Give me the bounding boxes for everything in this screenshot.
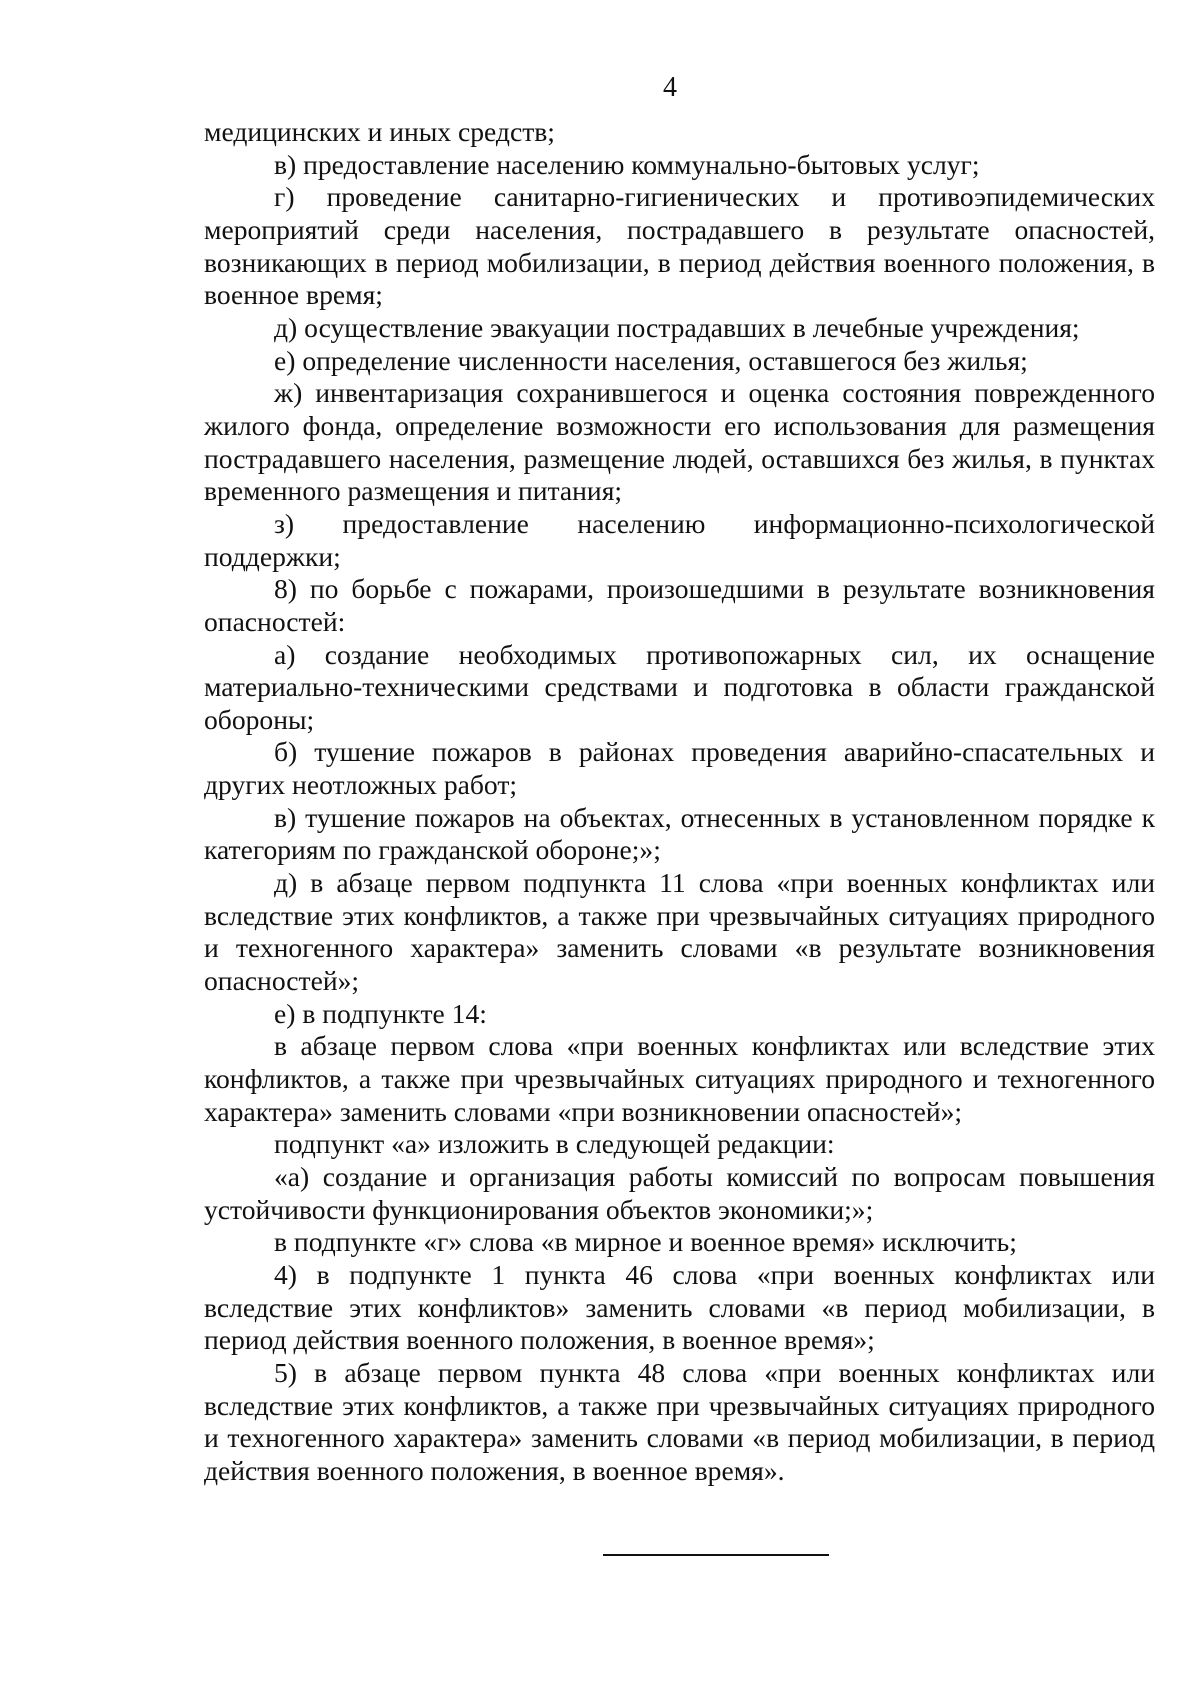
end-of-text-rule: [603, 1554, 829, 1556]
paragraph: б) тушение пожаров в районах проведения аварийно-спасательных и других неотложных работ;: [204, 736, 1155, 801]
paragraph: а) создание необходимых противопожарных сил, их оснащение материально-техническими средствами и подготовка в области гражданской обороны;: [204, 638, 1155, 735]
paragraph: в) тушение пожаров на объектах, отнесенных в установленном порядке к категориям по гражданской обороне;»;: [204, 801, 1155, 866]
paragraph: г) проведение санитарно-гигиенических и противоэпидемических мероприятий среди населения, пострадавшего в результате опасностей, возникающих в период мобилизации, в период действия военного положения, в военное время;: [204, 181, 1155, 311]
page-number: 4: [663, 72, 677, 103]
paragraph: е) в подпункте 14:: [274, 997, 487, 1029]
paragraph: д) осуществление эвакуации пострадавших в лечебные учреждения;: [274, 311, 1080, 343]
paragraph: в подпункте «г» слова «в мирное и военное время» исключить;: [274, 1226, 1017, 1258]
paragraph: з) предоставление населению информационно-психологической поддержки;: [204, 507, 1155, 572]
paragraph: 5) в абзаце первом пункта 48 слова «при военных конфликтах или вследствие этих конфликтов, а также при чрезвычайных ситуациях природного и техногенного характера» заменить словами «в период мобилизации, в период действия военного положения, в военное время».: [204, 1356, 1155, 1486]
document-body: [204, 116, 1155, 1488]
paragraph: 4) в подпункте 1 пункта 46 слова «при военных конфликтах или вследствие этих конфликтов» заменить словами «в период мобилизации, в период действия военного положения, в военное время»;: [204, 1258, 1155, 1356]
paragraph: подпункт «а» изложить в следующей редакции:: [274, 1128, 835, 1160]
paragraph: ж) инвентаризация сохранившегося и оценка состояния поврежденного жилого фонда, определение возможности его использования для размещения пострадавшего населения, размещение людей, оставшихся без жилья, в пунктах временного размещения и питания;: [204, 377, 1155, 507]
paragraph: е) определение численности населения, оставшегося без жилья;: [274, 344, 1028, 376]
paragraph: медицинских и иных средств;: [204, 116, 555, 147]
paragraph: 8) по борьбе с пожарами, произошедшими в результате возникновения опасностей:: [204, 573, 1155, 637]
paragraph: в) предоставление населению коммунально-бытовых услуг;: [274, 148, 980, 180]
paragraph: в абзаце первом слова «при военных конфликтах или вследствие этих конфликтов, а также при чрезвычайных ситуациях природного и техногенного характера» заменить словами «при возникновении опасностей»;: [204, 1030, 1155, 1127]
paragraph: д) в абзаце первом подпункта 11 слова «при военных конфликтах или вследствие этих конфликтов, а также при чрезвычайных ситуациях природного и техногенного характера» заменить словами «в результате возникновения опасностей»;: [204, 867, 1155, 997]
paragraph: «а) создание и организация работы комиссий по вопросам повышения устойчивости функционирования объектов экономики;»;: [204, 1161, 1155, 1225]
